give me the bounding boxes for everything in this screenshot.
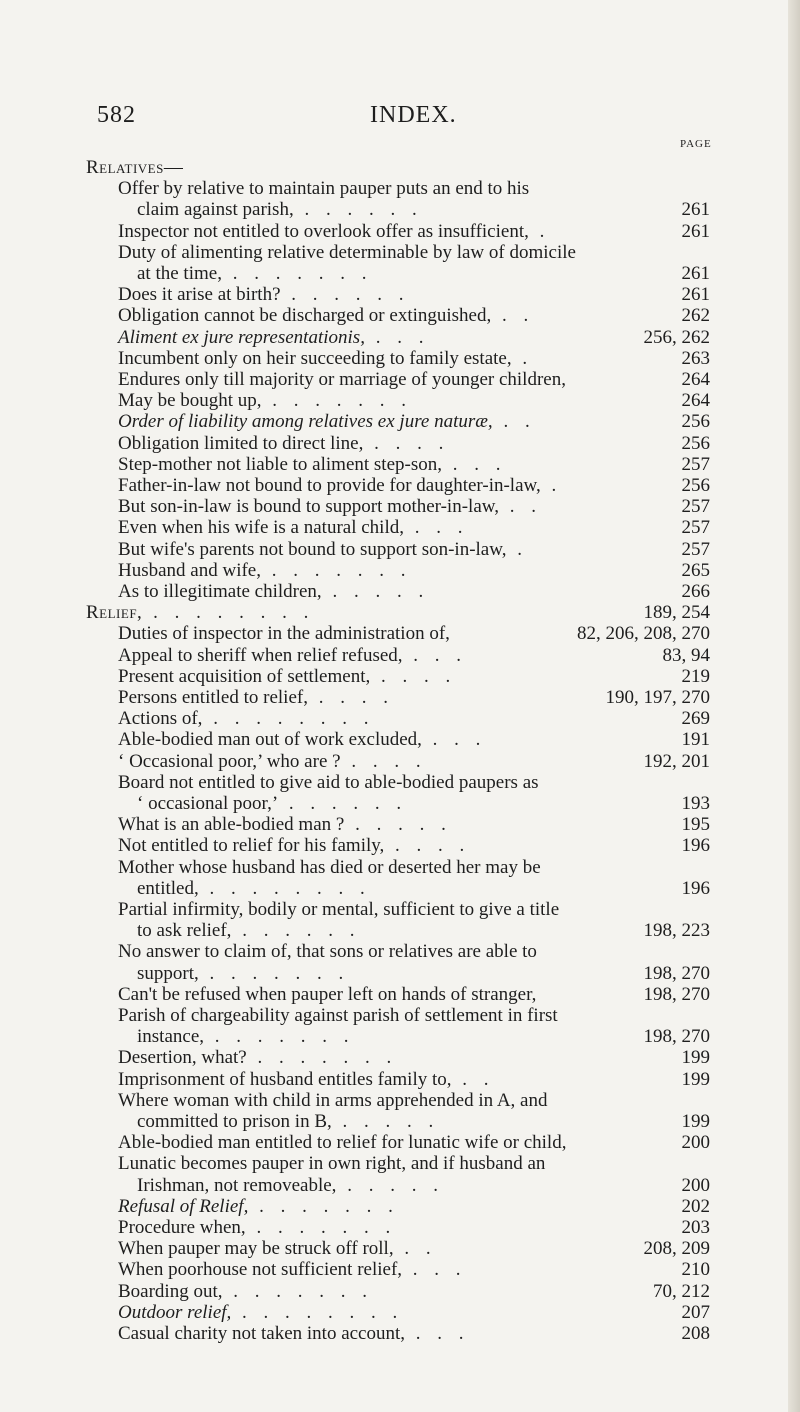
index-entry xyxy=(118,985,536,1005)
leader-dots: . . . xyxy=(405,1323,470,1344)
leader-dots: . . . . . . . xyxy=(221,263,373,284)
entry-text: But son-in-law is bound to support mother-in-law, xyxy=(118,496,499,517)
index-entry xyxy=(118,1260,467,1280)
entry-pages: 200 xyxy=(681,1175,710,1196)
leader-dots: . . . . . . xyxy=(280,284,410,305)
leader-dots: . . . . . . . xyxy=(261,390,413,411)
leader-dots: . . . . . . . xyxy=(248,1196,399,1217)
entry-text: Father-in-law not bound to provide for daughter-in-law, xyxy=(118,475,541,496)
index-entry xyxy=(118,370,566,390)
index-entry xyxy=(118,646,467,666)
index-entry xyxy=(137,1027,355,1047)
leader-dots: . . . . . . . . xyxy=(202,708,375,729)
entry-text: ‘ Occasional poor,’ who are ? xyxy=(118,751,341,772)
entry-text: No answer to claim of, that sons or relatives are able to xyxy=(118,941,537,962)
index-entry xyxy=(118,1070,495,1090)
leader-dots: . xyxy=(540,475,563,496)
entry-pages: 199 xyxy=(681,1047,710,1068)
leader-dots: . . . . . . . . xyxy=(231,1302,404,1323)
entry-text: Relatives— xyxy=(86,157,184,178)
leader-dots: . . . . . . . . xyxy=(142,602,315,623)
entry-text: Does it arise at birth? xyxy=(118,284,281,305)
entry-text: Partial infirmity, bodily or mental, sufficient to give a title xyxy=(118,899,560,920)
entry-pages: 266 xyxy=(681,581,710,602)
index-entry xyxy=(118,836,470,856)
leader-dots: . . . . . . . xyxy=(222,1281,373,1302)
entry-text: Imprisonment of husband entitles family to, xyxy=(118,1069,452,1090)
entry-pages: 198, 270 xyxy=(643,963,710,984)
entry-pages: 262 xyxy=(681,305,710,326)
index-entry xyxy=(118,285,410,305)
leader-dots: . . . . xyxy=(363,433,450,454)
index-entry xyxy=(118,688,394,708)
index-entry xyxy=(118,942,537,962)
index-entry xyxy=(118,1091,548,1111)
leader-dots: . . . xyxy=(364,327,430,348)
leader-dots: . . . xyxy=(421,729,487,750)
entry-text: Can't be refused when pauper left on hands of stranger, xyxy=(118,984,537,1005)
entry-pages: 265 xyxy=(681,560,710,581)
entry-text: Obligation limited to direct line, xyxy=(118,433,364,454)
index-entry xyxy=(118,328,429,348)
entry-text: Able-bodied man out of work excluded, xyxy=(118,729,422,750)
entry-text: Refusal of Relief, xyxy=(118,1196,249,1217)
index-entry xyxy=(118,752,427,772)
entry-text: Endures only till majority or marriage of younger children, xyxy=(118,369,566,390)
entry-pages: 257 xyxy=(681,496,710,517)
entry-text: Outdoor relief, xyxy=(118,1302,232,1323)
entry-text: Lunatic becomes pauper in own right, and if husband an xyxy=(118,1153,546,1174)
entry-text: Parish of chargeability against parish of settlement in first xyxy=(118,1005,558,1026)
index-entry xyxy=(118,1048,397,1068)
leader-dots: . xyxy=(506,539,528,560)
entry-text: entitled, xyxy=(137,878,199,899)
entry-pages: 199 xyxy=(681,1111,710,1132)
index-entry xyxy=(118,858,541,878)
index-entry xyxy=(118,1324,470,1344)
entry-pages: 210 xyxy=(681,1259,710,1280)
index-entry xyxy=(137,264,372,284)
index-entry xyxy=(137,921,360,941)
entry-text: Boarding out, xyxy=(118,1281,223,1302)
index-entry xyxy=(118,624,450,644)
index-entry xyxy=(118,709,374,729)
index-entry xyxy=(137,964,349,984)
leader-dots: . . . . . . xyxy=(278,793,408,814)
leader-dots: . . . . . xyxy=(344,814,452,835)
entry-text: Persons entitled to relief, xyxy=(118,687,308,708)
leader-dots: . . . . xyxy=(370,666,457,687)
entry-pages: 261 xyxy=(681,263,710,284)
entry-pages: 264 xyxy=(681,369,710,390)
index-entry xyxy=(118,179,529,199)
entry-text: Appeal to sheriff when relief refused, xyxy=(118,645,403,666)
entry-pages: 198, 270 xyxy=(643,984,710,1005)
entry-pages: 261 xyxy=(681,221,710,242)
entry-text: Present acquisition of settlement, xyxy=(118,666,371,687)
entry-text: Not entitled to relief for his family, xyxy=(118,835,385,856)
index-entry xyxy=(118,1239,437,1259)
leader-dots: . . . xyxy=(402,645,468,666)
leader-dots: . . . . . xyxy=(336,1175,444,1196)
entry-text: instance, xyxy=(137,1026,205,1047)
entry-text: Duty of alimenting relative determinable by law of domicile xyxy=(118,242,576,263)
leader-dots: . . . . . . . xyxy=(198,963,350,984)
index-entry xyxy=(118,900,559,920)
entry-text: Actions of, xyxy=(118,708,203,729)
leader-dots: . . xyxy=(393,1238,437,1259)
leader-dots: . . . . xyxy=(307,687,394,708)
index-entry xyxy=(118,773,539,793)
leader-dots: . . . xyxy=(403,517,469,538)
entry-pages: 196 xyxy=(681,835,710,856)
entry-text: As to illegitimate children, xyxy=(118,581,322,602)
index-entry xyxy=(118,582,429,602)
entry-pages: 198, 223 xyxy=(643,920,710,941)
entry-text: When pauper may be struck off roll, xyxy=(118,1238,394,1259)
entry-pages: 200 xyxy=(681,1132,710,1153)
entry-pages: 199 xyxy=(681,1069,710,1090)
entry-pages: 256 xyxy=(681,433,710,454)
entry-pages: 219 xyxy=(681,666,710,687)
entry-text: Casual charity not taken into account, xyxy=(118,1323,406,1344)
entry-text: May be bought up, xyxy=(118,390,262,411)
index-entry xyxy=(137,879,371,899)
entry-text: Inspector not entitled to overlook offer as insufficient, xyxy=(118,221,529,242)
index-entry xyxy=(118,1006,558,1026)
index-entry xyxy=(118,497,542,517)
entry-pages: 256, 262 xyxy=(643,327,710,348)
leader-dots: . . . xyxy=(442,454,507,475)
entry-text: Husband and wife, xyxy=(118,560,261,581)
entry-text: Procedure when, xyxy=(118,1217,246,1238)
leader-dots: . . xyxy=(491,305,535,326)
entry-text: Order of liability among relatives ex jure naturæ, xyxy=(118,411,493,432)
entry-pages: 202 xyxy=(681,1196,710,1217)
entry-pages: 208, 209 xyxy=(643,1238,710,1259)
page-number: 582 xyxy=(97,102,136,128)
entry-text: Aliment ex jure representationis, xyxy=(118,327,365,348)
index-entry xyxy=(137,1176,444,1196)
index-entry xyxy=(118,730,486,750)
entry-pages: 83, 94 xyxy=(662,645,710,666)
leader-dots: . . . . . . . xyxy=(261,560,412,581)
entry-text: Duties of inspector in the administration of, xyxy=(118,623,450,644)
entry-text: Offer by relative to maintain pauper puts an end to his xyxy=(118,178,530,199)
index-entry xyxy=(118,561,412,581)
index-entry xyxy=(118,476,562,496)
entry-pages: 196 xyxy=(681,878,710,899)
entry-pages: 269 xyxy=(681,708,710,729)
index-entry xyxy=(118,1282,373,1302)
index-entry xyxy=(118,1197,399,1217)
entry-pages: 264 xyxy=(681,390,710,411)
entry-pages: 82, 206, 208, 270 xyxy=(577,623,710,644)
leader-dots: . . . . . xyxy=(321,581,430,602)
index-entry xyxy=(118,1303,403,1323)
entry-text: committed to prison in B, xyxy=(137,1111,332,1132)
index-entry xyxy=(118,349,533,369)
entry-text: at the time, xyxy=(137,263,222,284)
entry-pages: 256 xyxy=(681,475,710,496)
entry-pages: 198, 270 xyxy=(643,1026,710,1047)
entry-pages: 189, 254 xyxy=(643,602,710,623)
entry-pages: 261 xyxy=(681,284,710,305)
leader-dots: . . xyxy=(451,1069,495,1090)
index-entry xyxy=(118,815,452,835)
entry-text: ‘ occasional poor,’ xyxy=(137,793,279,814)
index-entry xyxy=(86,158,183,178)
index-entry xyxy=(118,306,534,326)
page-column-label: PAGE xyxy=(680,138,712,150)
running-title: INDEX. xyxy=(370,102,457,128)
entry-pages: 70, 212 xyxy=(653,1281,710,1302)
entry-text: Able-bodied man entitled to relief for lunatic wife or child, xyxy=(118,1132,567,1153)
index-entry xyxy=(118,1218,396,1238)
index-entry xyxy=(118,1133,566,1153)
entry-text: Irishman, not removeable, xyxy=(137,1175,337,1196)
leader-dots: . . . . . . . xyxy=(246,1047,398,1068)
index-entry xyxy=(118,434,449,454)
leader-dots: . . . . . . xyxy=(231,920,361,941)
leader-dots: . . . . . . . xyxy=(204,1026,355,1047)
leader-dots: . xyxy=(511,348,534,369)
entry-text: Mother whose husband has died or deserted her may be xyxy=(118,857,541,878)
entry-text: Even when his wife is a natural child, xyxy=(118,517,404,538)
index-entry xyxy=(118,540,528,560)
entry-text: Board not entitled to give aid to able-bodied paupers as xyxy=(118,772,539,793)
index-entry xyxy=(118,1154,545,1174)
entry-pages: 207 xyxy=(681,1302,710,1323)
entry-pages: 193 xyxy=(681,793,710,814)
index-entry xyxy=(118,455,507,475)
leader-dots: . . . . xyxy=(340,751,427,772)
leader-dots: . . . . . . xyxy=(293,199,423,220)
leader-dots: . . xyxy=(492,411,536,432)
index-entry xyxy=(137,794,407,814)
entry-pages: 195 xyxy=(681,814,710,835)
leader-dots: . xyxy=(528,221,551,242)
entry-text: But wife's parents not bound to support son-in-law, xyxy=(118,539,507,560)
entry-text: Desertion, what? xyxy=(118,1047,247,1068)
entry-text: Relief, xyxy=(86,602,143,623)
leader-dots: . . . . xyxy=(384,835,471,856)
entry-pages: 256 xyxy=(681,411,710,432)
entry-text: What is an able-bodied man ? xyxy=(118,814,345,835)
entry-pages: 257 xyxy=(681,454,710,475)
entry-pages: 257 xyxy=(681,517,710,538)
entry-text: claim against parish, xyxy=(137,199,294,220)
entry-text: support, xyxy=(137,963,199,984)
index-entry xyxy=(118,667,456,687)
entry-text: Incumbent only on heir succeeding to family estate, xyxy=(118,348,512,369)
entry-pages: 261 xyxy=(681,199,710,220)
entry-text: When poorhouse not sufficient relief, xyxy=(118,1259,403,1280)
entry-pages: 208 xyxy=(681,1323,710,1344)
entry-pages: 263 xyxy=(681,348,710,369)
leader-dots: . . . xyxy=(402,1259,467,1280)
entry-text: Step-mother not liable to aliment step-son, xyxy=(118,454,442,475)
index-entry xyxy=(137,1112,439,1132)
entry-pages: 192, 201 xyxy=(643,751,710,772)
leader-dots: . . . . . . . . xyxy=(198,878,371,899)
index-entry xyxy=(118,412,536,432)
index-entry xyxy=(118,518,468,538)
index-entry xyxy=(118,243,576,263)
entry-pages: 190, 197, 270 xyxy=(605,687,710,708)
index-entry xyxy=(137,200,423,220)
entry-text: Where woman with child in arms apprehended in A, and xyxy=(118,1090,548,1111)
leader-dots: . . . . . . . xyxy=(245,1217,397,1238)
entry-pages: 191 xyxy=(681,729,710,750)
entry-pages: 257 xyxy=(681,539,710,560)
entry-text: to ask relief, xyxy=(137,920,232,941)
index-entry xyxy=(86,603,314,623)
entry-pages: 203 xyxy=(681,1217,710,1238)
leader-dots: . . . . . xyxy=(331,1111,440,1132)
index-entry xyxy=(118,222,550,242)
leader-dots: . . xyxy=(498,496,542,517)
entry-text: Obligation cannot be discharged or extinguished, xyxy=(118,305,492,326)
index-entry xyxy=(118,391,412,411)
